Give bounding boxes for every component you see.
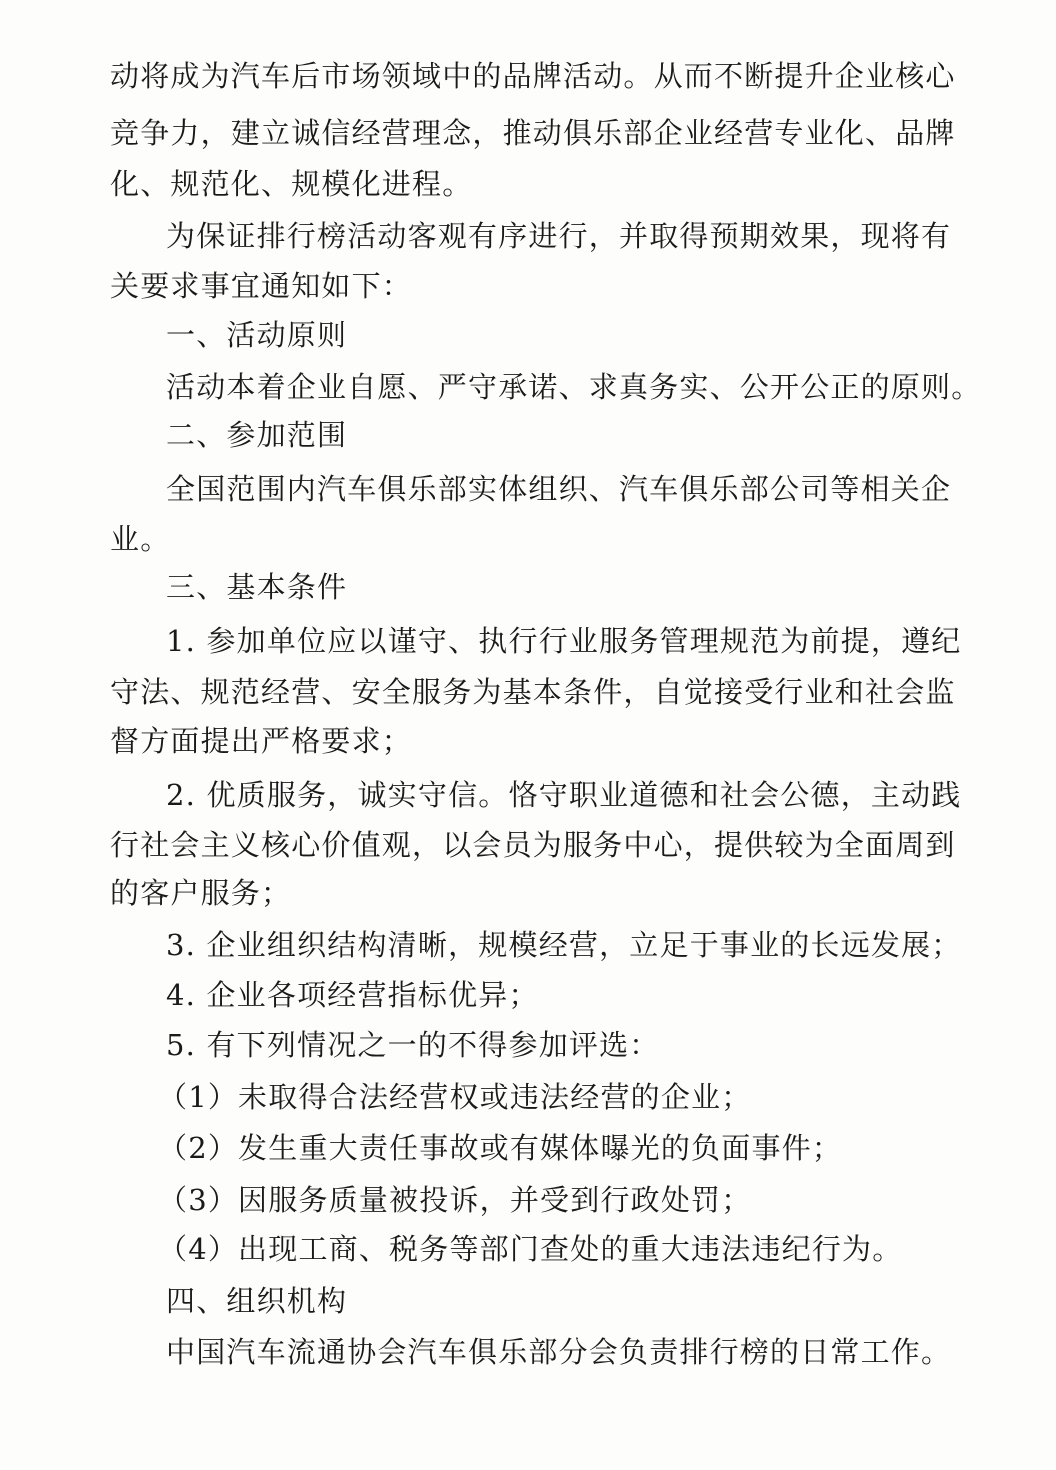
text-line: 4. 企业各项经营指标优异； [166, 978, 539, 1012]
text-line: 督方面提出严格要求； [110, 724, 413, 758]
text-line: 1. 参加单位应以谨守、执行行业服务管理规范为前提，遵纪 [166, 624, 962, 658]
list-item: （3）因服务质量被投诉，并受到行政处罚； [158, 1183, 752, 1217]
section-heading: 四、组织机构 [166, 1284, 348, 1318]
text-line: 关要求事宜通知如下： [110, 269, 413, 303]
text-line: 的客户服务； [110, 876, 292, 910]
text-line: 为保证排行榜活动客观有序进行，并取得预期效果，现将有 [166, 219, 952, 253]
section-heading: 一、活动原则 [166, 318, 348, 352]
section-heading: 三、基本条件 [166, 570, 348, 604]
text-line: 活动本着企业自愿、严守承诺、求真务实、公开公正的原则。 [166, 370, 982, 404]
list-item: （4）出现工商、税务等部门查处的重大违法违纪行为。 [158, 1232, 903, 1266]
text-line: 动将成为汽车后市场领域中的品牌活动。从而不断提升企业核心 [110, 59, 956, 93]
text-line: 业。 [110, 522, 171, 556]
section-heading: 二、参加范围 [166, 418, 348, 452]
text-line: 5. 有下列情况之一的不得参加评选： [166, 1028, 660, 1062]
list-item: （2）发生重大责任事故或有媒体曝光的负面事件； [158, 1131, 843, 1165]
text-line: 化、规范化、规模化进程。 [110, 167, 473, 201]
text-line: 竞争力，建立诚信经营理念，推动俱乐部企业经营专业化、品牌 [110, 116, 956, 150]
text-line: 中国汽车流通协会汽车俱乐部分会负责排行榜的日常工作。 [166, 1335, 952, 1369]
text-line: 守法、规范经营、安全服务为基本条件，自觉接受行业和社会监 [110, 675, 956, 709]
text-line: 全国范围内汽车俱乐部实体组织、汽车俱乐部公司等相关企 [166, 472, 952, 506]
text-line: 行社会主义核心价值观，以会员为服务中心，提供较为全面周到 [110, 828, 956, 862]
list-item: （1）未取得合法经营权或违法经营的企业； [158, 1080, 752, 1114]
text-line: 3. 企业组织结构清晰，规模经营，立足于事业的长远发展； [166, 928, 962, 962]
text-line: 2. 优质服务，诚实守信。恪守职业道德和社会公德，主动践 [166, 778, 962, 812]
